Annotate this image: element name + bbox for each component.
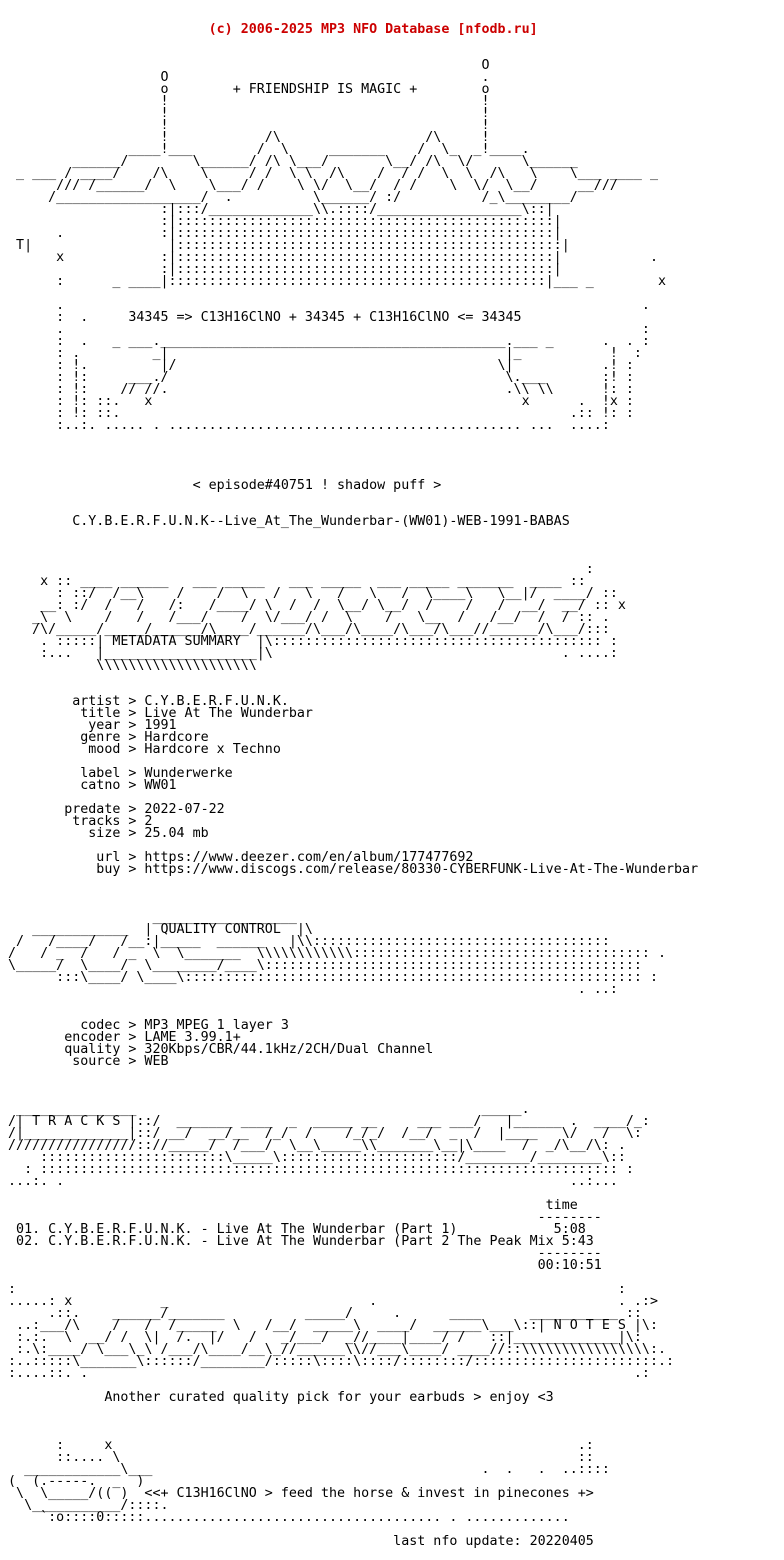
nfo-line <box>0 1080 784 1092</box>
nfo-line: _ ___ / ____/ /\ \ / / \ \ /\ / / / \ \ /\ \ \___ ____ _ <box>0 166 658 181</box>
nfo-line: /// /______/ \ \___/ / \ \/ \__/ / / \ \/ \__/ __/// <box>0 178 618 193</box>
nfo-line: C.Y.B.E.R.F.U.N.K--Live_At_The_Wunderbar-(WW01)-WEB-1991-BABAS <box>0 514 570 529</box>
nfo-line: : . 34345 => C13H16ClNO + 34345 + C13H16ClNO <= 34345 <box>0 310 522 325</box>
copyright-header: (c) 2006-2025 MP3 NFO Database [nfodb.ru] <box>0 22 538 37</box>
nfo-line: quality > 320Kbps/CBR/44.1kHz/2CH/Dual Channel <box>0 1042 434 1057</box>
nfo-line <box>0 888 784 900</box>
nfo-line: artist > C.Y.B.E.R.F.U.N.K. <box>0 694 289 709</box>
nfo-line: tracks > 2 <box>0 814 153 829</box>
nfo-line: \_____/ \____/ \________/____\::::::::::::::::::::::::::::::::::::::::::::::: <box>0 958 642 973</box>
nfo-line: T| |::::::::::::::::::::::::::::::::::::::::::::::::| <box>0 238 570 253</box>
nfo-line: ! ! <box>0 94 490 109</box>
nfo-line: :::\____/ \____\::::::::::::::::::::::::::::::::::::::::::::::::::::::::: : <box>0 970 658 985</box>
nfo-line: -------- <box>0 1210 602 1225</box>
nfo-line: \\\\\\\\\\\\\\\\\\\\ <box>0 658 257 673</box>
nfo-line: :::::::::::::::::::::::\_____\::::::::::::::::::::::/________/________\:: <box>0 1150 626 1165</box>
nfo-line <box>0 1404 784 1416</box>
nfo-line: :..:::::\_______\::::::/________/:::::\::::\::::/::::::::/:::::::::::::::::::::::.: <box>0 1354 675 1369</box>
nfo-line: : !: ::. .:: !: : <box>0 406 634 421</box>
nfo-line: . :::::| METADATA SUMMARY |\::::::::::::::::::::::::::::::::::::::::: : <box>0 634 618 649</box>
nfo-line: ( (.-----. _ ) <box>0 1474 145 1489</box>
nfo-line: title > Live At The Wunderbar <box>0 706 313 721</box>
nfo-body <box>0 60 784 1548</box>
nfo-line: _______________ _____. <box>0 1102 530 1117</box>
nfo-line: : <box>0 562 594 577</box>
nfo-line: ! ! <box>0 106 490 121</box>
nfo-line: size > 25.04 mb <box>0 826 209 841</box>
nfo-line: time <box>0 1198 578 1213</box>
nfo-line: :....::. . .: <box>0 1366 650 1381</box>
nfo-line: catno > WW01 <box>0 778 177 793</box>
nfo-line: :... |___________________|\ . ....: <box>0 646 618 661</box>
nfo-line: ______/ \______/ /\ \___/ \__/ /\ \/ \______ <box>0 154 578 169</box>
nfo-line: predate > 2022-07-22 <box>0 802 225 817</box>
nfo-line: ! ! <box>0 118 490 133</box>
nfo-line: label > Wunderwerke <box>0 766 233 781</box>
nfo-line: O . <box>0 70 490 85</box>
nfo-line <box>0 528 784 540</box>
nfo-line: .....: x _ . . .:> <box>0 1294 658 1309</box>
nfo-line: :|:::::::::::::::::::::::::::::::::::::::::::::::| <box>0 262 562 277</box>
nfo-line: __: :/ / / /: /____/ \ / / \__/ \__/ / / / __/ __/ :: x <box>0 598 626 613</box>
nfo-line: :..:. ..... . ............................................ ... ....: <box>0 418 610 433</box>
nfo-line: : !: ___./ \.___ :! : <box>0 370 634 385</box>
nfo-line: encoder > LAME 3.99.1+ <box>0 1030 241 1045</box>
nfo-line: < episode#40751 ! shadow puff > <box>0 478 442 493</box>
nfo-line: \ \_____/(( ) <<+ C13H16ClNO > feed the horse & invest in pinecones +> <box>0 1486 594 1501</box>
nfo-line <box>0 876 784 888</box>
nfo-line: :|:::/_____________\\.::::/__________________\::| <box>0 202 554 217</box>
nfo-line: : :::::::::::::::::::::::::::::::::::::::::::::::::::::::::::::::::::::::: : <box>0 1162 634 1177</box>
nfo-line: Another curated quality pick for your earbuds > enjoy <3 <box>0 1390 554 1405</box>
nfo-line: : _ ____|:::::::::::::::::::::::::::::::::::::::::::::::|___ _ x <box>0 274 667 289</box>
nfo-line: 00:10:51 <box>0 1258 602 1273</box>
nfo-line: genre > Hardcore <box>0 730 209 745</box>
nfo-line: : ::/ /__\ / / \ / \ / \ / \____\ \__|/ ____/ :: <box>0 586 618 601</box>
nfo-line: : : <box>0 1282 626 1297</box>
nfo-line: buy > https://www.discogs.com/release/80330-CYBERFUNK-Live-At-The-Wunderbar <box>0 862 699 877</box>
nfo-line <box>0 996 784 1008</box>
nfo-line: codec > MP3 MPEG 1 layer 3 <box>0 1018 289 1033</box>
nfo-line: / / _ / / _ \ \_______ \\\\\\\\\\\\::::::::::::::::::::::::::::::::::::: . <box>0 946 667 961</box>
nfo-line: ____________ | QUALITY CONTROL |\ <box>0 922 313 937</box>
nfo-line: : !: // //. .\\ \\ !: : <box>0 382 634 397</box>
nfo-line: . . <box>0 298 650 313</box>
nfo-line: 02. C.Y.B.E.R.F.U.N.K. - Live At The Wunderbar (Part 2 The Peak Mix 5:43 <box>0 1234 594 1249</box>
nfo-line: \___________/::::. <box>0 1498 169 1513</box>
nfo-line <box>0 540 784 552</box>
nfo-line <box>0 1068 784 1080</box>
nfo-line: : !. |/ \| .! : <box>0 358 634 373</box>
nfo-line: year > 1991 <box>0 718 177 733</box>
nfo-line: x :|:::::::::::::::::::::::::::::::::::::::::::::::| . <box>0 250 658 265</box>
nfo-line: mood > Hardcore x Techno <box>0 742 281 757</box>
nfo-line: url > https://www.deezer.com/en/album/177477692 <box>0 850 474 865</box>
nfo-line: ! /\ /\ ! <box>0 130 490 145</box>
nfo-line: __________________ <box>0 910 297 925</box>
nfo-line: _\ \ / / /___/ / \/___/ / \ / \__ / /__/ / / :: . <box>0 610 610 625</box>
nfo-line <box>0 672 784 684</box>
nfo-line: /\/_____/_____/______/\____/______/\___/\____/\___/\___//______/\___/::: <box>0 622 610 637</box>
nfo-line: source > WEB <box>0 1054 169 1069</box>
nfo-line: /|_____________|::/ __/ __/__ /_/ / /_/_/ /__/ _ / |____ \/ / \: <box>0 1126 642 1141</box>
nfo-line: last nfo update: 20220405 <box>0 1534 594 1549</box>
nfo-line: ...:. . ..:... <box>0 1174 618 1189</box>
nfo-line: .::. ______/_______ _____/ . ____ ___________ :: <box>0 1306 642 1321</box>
nfo-line: . ..: <box>0 982 618 997</box>
nfo-line: : . _ ___.___________________________________________.___ _ . . : <box>0 334 650 349</box>
nfo-line: 01. C.Y.B.E.R.F.U.N.K. - Live At The Wunderbar (Part 1) 5:08 <box>0 1222 586 1237</box>
nfo-line: x :: ____ ______ ___ _____ ___ _____ ___ _____ _______ ____ :: <box>0 574 586 589</box>
nfo-line: /| T R A C K S |::/ _______ ____ _ _____ __ ___ ___/ |______ . ____/_: <box>0 1114 650 1129</box>
nfo-line: :.:. \ __/ / \| /. |/ / _/___/ _//____|____/ / ::|_____________|\: <box>0 1330 642 1345</box>
nfo-line: o + FRIENDSHIP IS MAGIC + o <box>0 82 490 97</box>
nfo-line: ..:___/\ / / /_____ \ /__/ _____\ ____/ ______\___\::| N O T E S |\: <box>0 1318 658 1333</box>
nfo-line <box>0 432 784 444</box>
nfo-line: O <box>0 58 490 73</box>
nfo-line <box>0 1416 784 1428</box>
nfo-line: :|:::::::::::::::::::::::::::::::::::::::::::::::| <box>0 214 562 229</box>
nfo-line: :.\:____/ \___\_\ /___/\____/__\_//______\\//___\____/ ____//::\\\\\\\\\\\\\\\\:. <box>0 1342 667 1357</box>
nfo-line: ____________\___ . . . ..:::: <box>0 1462 610 1477</box>
nfo-line: `:o::::0:::::..................................... . ............. <box>0 1510 570 1525</box>
nfo-line: /__________________/ . \______/ :/ /_\________/ <box>0 190 578 205</box>
nfo-line: ////////////////:://_____/ /___/ \__\_____\\_______\__|\____ / _/\__/\: . <box>0 1138 626 1153</box>
nfo-line: -------- <box>0 1246 602 1261</box>
nfo-line <box>0 456 784 468</box>
nfo-line: : !: ::. x x . !x : <box>0 394 634 409</box>
nfo-line: . : <box>0 322 650 337</box>
nfo-line: ::.... \ :: <box>0 1450 594 1465</box>
nfo-line: / /____/ /__:|_____ ______ |\\::::::::::::::::::::::::::::::::::::: <box>0 934 610 949</box>
nfo-line: : . _| |_ ! : <box>0 346 642 361</box>
nfo-line: . :|:::::::::::::::::::::::::::::::::::::::::::::::| <box>0 226 562 241</box>
nfo-line: : x .: <box>0 1438 594 1453</box>
nfo-line: ____!___ / \ _______ / \_ _!____. <box>0 142 530 157</box>
nfo-line <box>0 492 784 504</box>
nfo-line <box>0 444 784 456</box>
